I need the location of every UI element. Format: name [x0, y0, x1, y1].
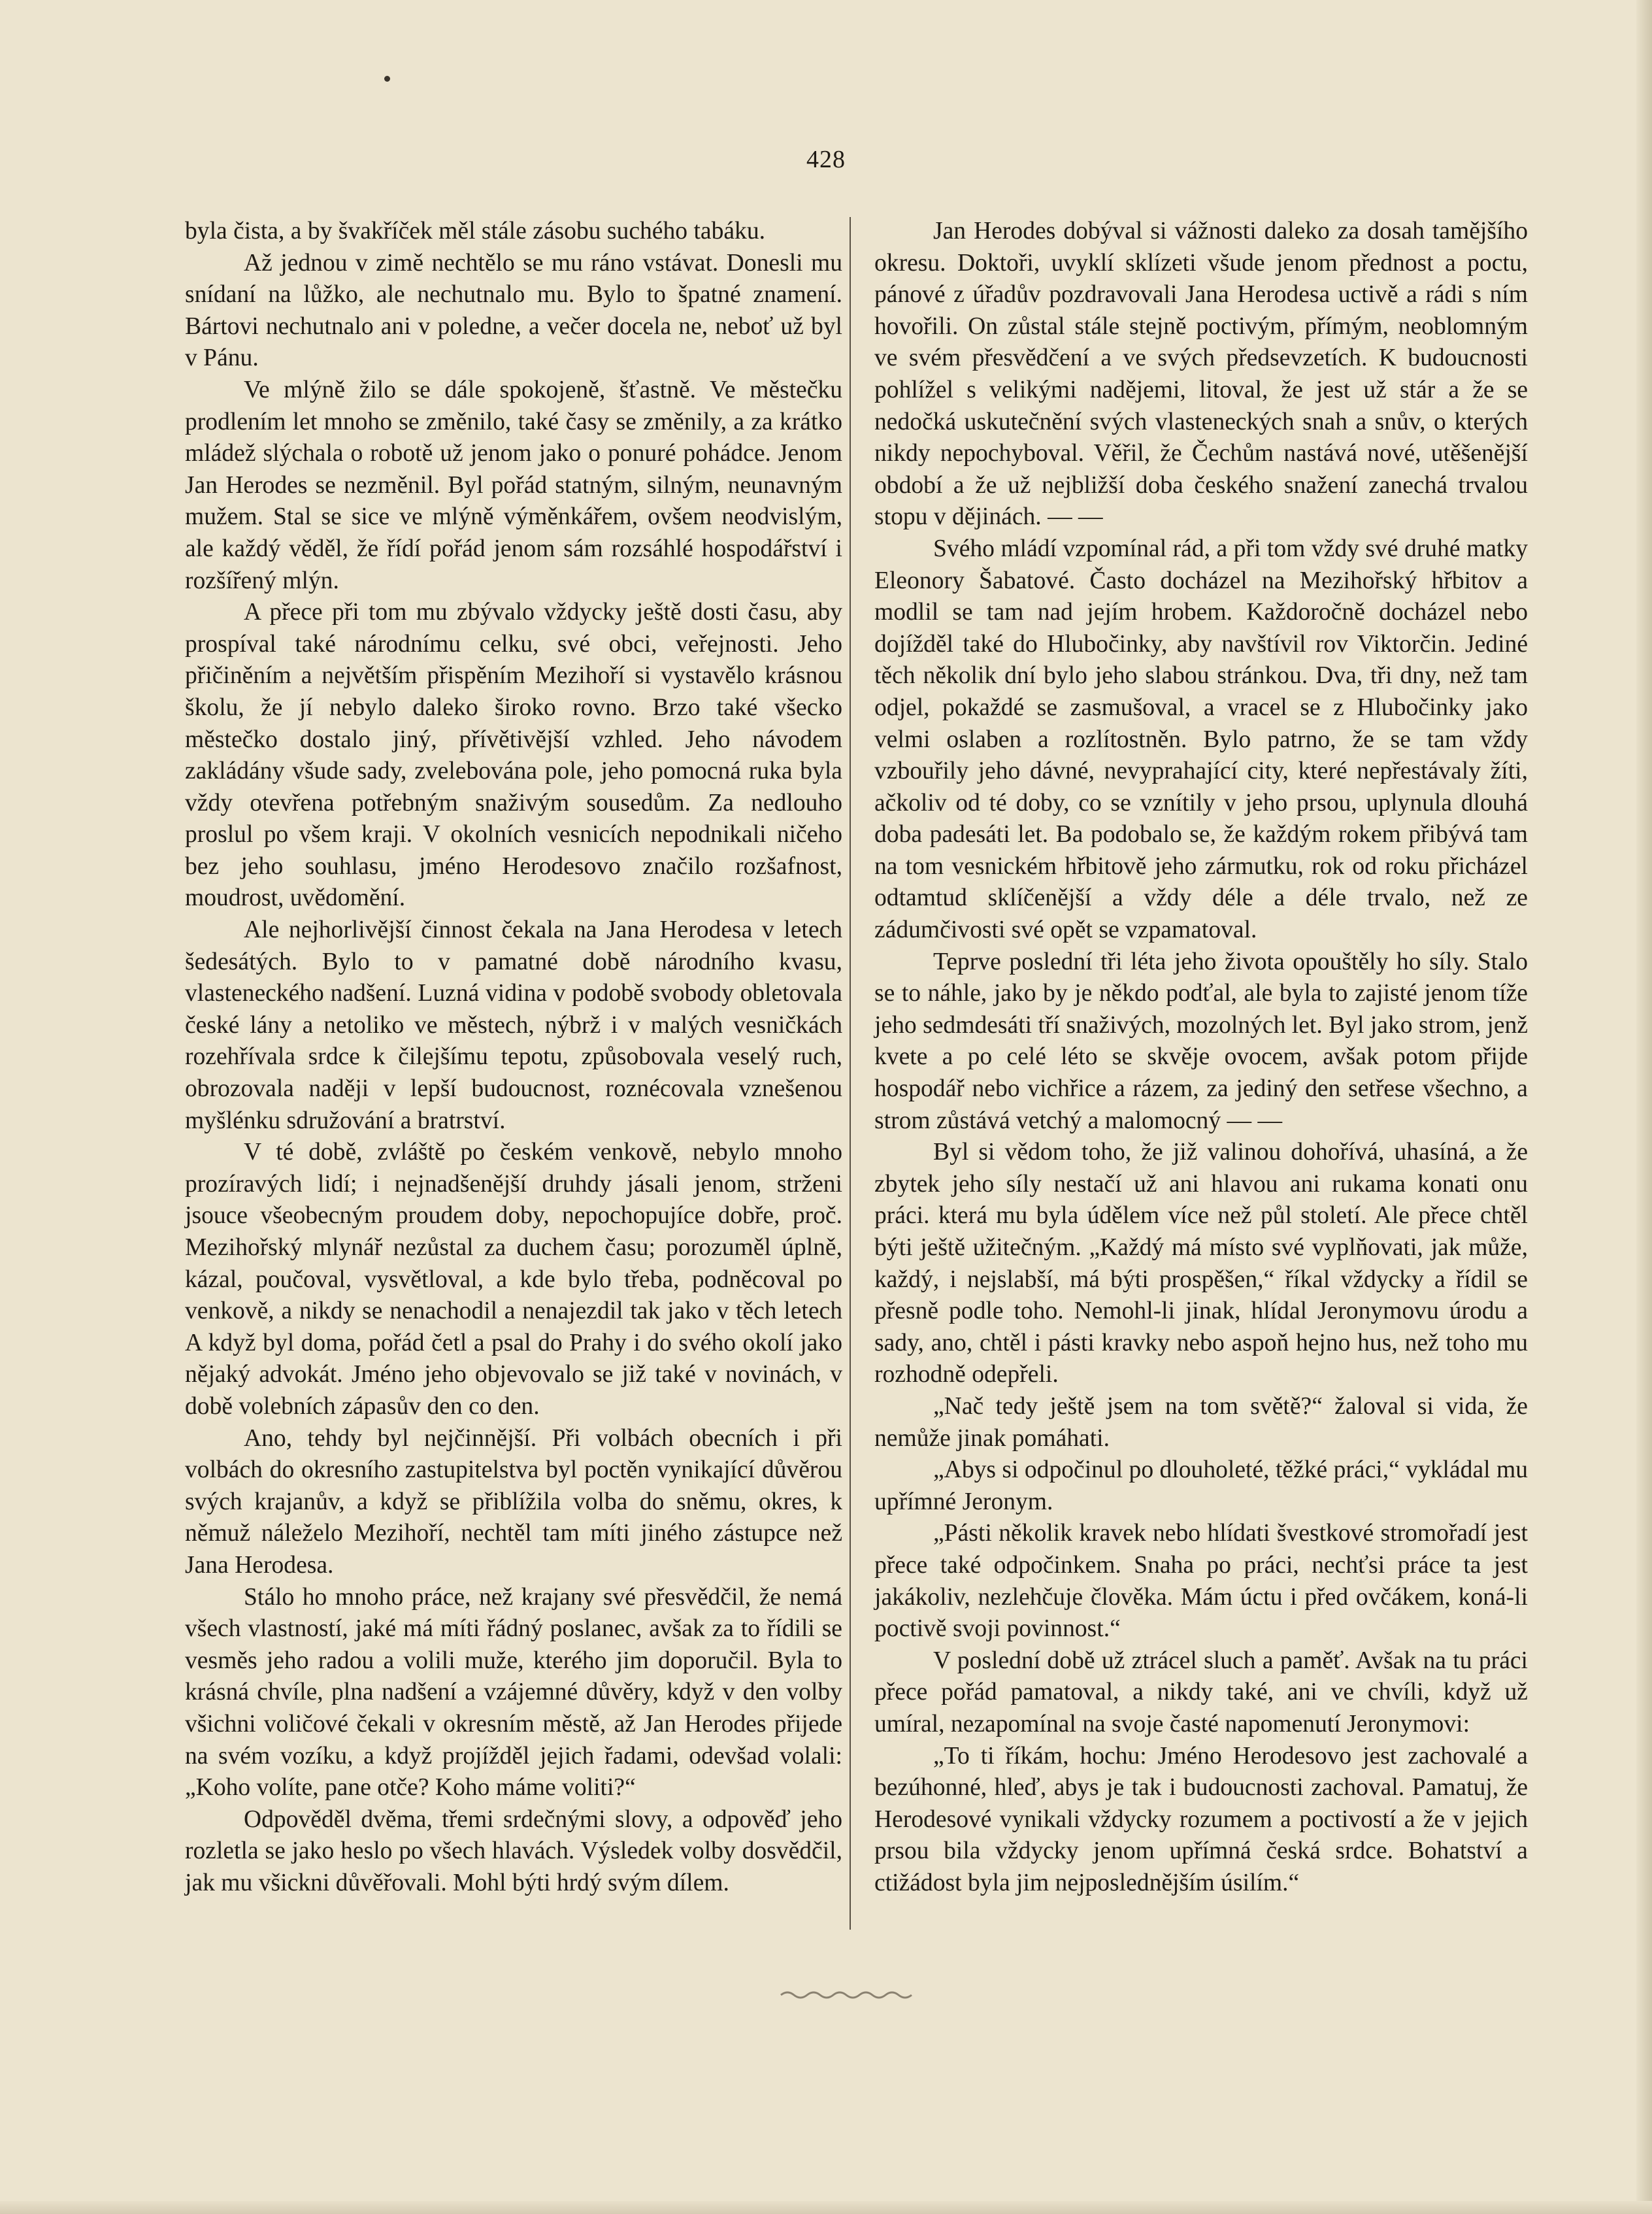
paragraph: Byl si vědom toho, že již valinou dohořívá, uhasíná, a že zbytek jeho síly nestačí už ani hlavou ani rukama konati onu práci. která mu byla údělem více než půl století. Ale přece chtěl býti ještě užitečným. „Každý má místo své vyplňovati, jak může, každý, i nejslabší, má býti prospěšen,“ říkal vždycky a řídil se přesně podle toho. Nemohl-li jinak, hlídal Jeronymovu úrodu a sady, ano, chtěl i pásti kravky nebo aspoň hejno hus, než toho mu rozhodně odepřeli.: [874, 1139, 1528, 1388]
paragraph: Odpověděl dvěma, třemi srdečnými slovy, a odpověď jeho rozletla se jako heslo po všech hlavách. Výsledek volby dosvědčil, jak mu všickni důvěřovali. Mohl býti hrdý svým dílem.: [185, 1805, 842, 1896]
paragraph: byla čista, a by švakříček měl stále zásobu suchého tabáku.: [185, 218, 766, 244]
end-ornament: [778, 1987, 921, 2000]
column-divider: [850, 217, 851, 1930]
paragraph: Ve mlýně žilo se dále spokojeně, šťastně. Ve městečku prodlením let mnoho se změnilo, také časy se změnily, a za krátko mládež slýchala o robotě už jenom jako o ponuré pohádce. Jenom Jan Herodes se nezměnil. Byl pořád statným, silným, neunavným mužem. Stal se sice ve mlýně výměnkářem, ovšem neodvislým, ale každý věděl, že řídí pořád jenom sám rozsáhlé hospodářství i rozšířený mlýn.: [185, 376, 842, 594]
paragraph: V té době, zvláště po českém venkově, nebylo mnoho prozíravých lidí; i nejnadšenější druhdy jásali jenom, strženi jsouce všeobecným proudem doby, nepochopujíce dobře, proč. Mezihořský mlynář nezůstal za duchem času; porozuměl úplně, kázal, poučoval, vysvětloval, a kde bylo třeba, podněcoval po venkově, a nikdy se nenachodil a nenajezdil tak jako v těch letech A když byl doma, pořád četl a psal do Prahy i do svého okolí jako nějaký advokát. Jméno jeho objevovalo se již také v novinách, v době volebních zápasův den co den.: [185, 1139, 842, 1420]
paragraph: „Nač tedy ještě jsem na tom světě?“ žaloval si vida, že nemůže jinak pomáhati.: [874, 1392, 1528, 1452]
paragraph: Svého mládí vzpomínal rád, a při tom vždy své druhé matky Eleonory Šabatové. Často docházel na Mezihořský hřbitov a modlil se tam nad jejím hrobem. Každoročně docházel nebo dojížděl také do Hlubočinky, aby navštívil rov Viktorčin. Jediné těch několik dní bylo jeho slabou stránkou. Dva, tři dny, než tam odjel, pokaždé se zasmušoval, a vracel se z Hlubočinky jako velmi oslaben a rozlítostněn. Bylo patrno, že se tam vždy vzbouřily jeho dávné, nevyprahající city, které nepřestávaly žíti, ačkoliv od té doby, co se vznítily v jeho prsou, uplynula dlouhá doba padesáti let. Ba podobalo se, že každým rokem přibývá tam na tom vesnickém hřbitově jeho zármutku, rok od roku přicházel odtamtud sklíčenější a vždy déle a déle trvalo, než ze zádumčivosti své opět se vzpamatoval.: [874, 535, 1528, 944]
page-edge-bottom: [0, 2201, 1652, 2214]
paragraph: Stálo ho mnoho práce, než krajany své přesvědčil, že nemá všech vlastností, jaké má míti řádný poslanec, avšak za to řídili se vesměs jeho radou a volili muže, kterého jim doporučil. Byla to krásná chvíle, plna nadšení a vzájemné důvěry, když v den volby všichni voličové čekali v okresním městě, až Jan Herodes přijede na svém vozíku, a když projížděl jejich řadami, odevšad volali: „Koho volíte, pane otče? Koho máme voliti?“: [185, 1583, 842, 1802]
page-number: 428: [806, 146, 846, 173]
paragraph: „Abys si odpočinul po dlouholeté, těžké práci,“ vykládal mu upřímné Jeronym.: [874, 1456, 1528, 1515]
paragraph: Jan Herodes dobýval si vážnosti daleko za dosah tamějšího okresu. Doktoři, uvyklí sklízeti všude jenom přednost a poctu, pánové z úřadův pozdravovali Jana Herodesa uctivě a rádi s ním hovořili. On zůstal stále stejně poctivým, přímým, neoblomným ve svém přesvědčení a ve svých předsevzetích. K budoucnosti pohlížel s velikými nadějemi, litoval, že jest už stár a že se nedočká uskutečnění svých vlasteneckých snah a snův, o kterých nikdy nepochyboval. Věřil, že Čechům nastává nové, utěšenější období a že už nejbližší doba českého snažení zanechá trvalou stopu v dějinách. — —: [874, 218, 1528, 531]
paragraph: Teprve poslední tři léta jeho života opouštěly ho síly. Stalo se to náhle, jako by je někdo podťal, ale byla to zajisté jenom tíže jeho sedmdesáti tří snaživých, mozolných let. Byl jako strom, jenž kvete a po celé léto se skvěje ovocem, avšak potom přijde hospodář nebo vichřice a rázem, za jediný den setřese všechno, a strom zůstává vetchý a malomocný — —: [874, 948, 1528, 1134]
paragraph: A přece při tom mu zbývalo vždycky ještě dosti času, aby prospíval také národnímu celku, své obci, veřejnosti. Jeho přičiněním a největším přispěním Mezihoří si vystavělo krásnou školu, že jí nebylo daleko široko rovno. Brzo také všecko městečko dostalo jiný, přívětivější vzhled. Jeho návodem zakládány všude sady, zvelebována pole, jeho pomocná ruka byla vždy otevřena potřebným snaživým sousedům. Za nedlouho proslul po všem kraji. V okolních vesnicích nepodnikali ničeho bez jeho souhlasu, jméno Herodesovo značilo rozšafnost, moudrost, uvědomění.: [185, 599, 842, 912]
right-column: [874, 216, 1528, 1899]
paragraph: Až jednou v zimě nechtělo se mu ráno vstávat. Donesli mu snídaní na lůžko, ale nechutnalo mu. Bylo to špatné znamení. Bártovi nechutnalo ani v poledne, a večer docela ne, neboť už byl v Pánu.: [185, 249, 842, 372]
paragraph: „Pásti několik kravek nebo hlídati švestkové stromořadí jest přece také odpočinkem. Snaha po práci, nechťsi práce ta jest jakákoliv, nezlehčuje člověka. Mám úctu i před ovčákem, koná-li poctivě svoji povinnost.“: [874, 1520, 1528, 1643]
paragraph: V poslední době už ztrácel sluch a paměť. Avšak na tu práci přece pořád pamatoval, a nikdy také, ani ve chvíli, když už umíral, nezapomínal na svoje časté napomenutí Jeronymovi:: [874, 1647, 1528, 1737]
ink-dot: [384, 76, 390, 82]
left-column: [185, 216, 842, 1899]
paragraph: Ano, tehdy byl nejčinnější. Při volbách obecních i při volbách do okresního zastupitelstva byl poctěn vynikající důvěrou svých krajanův, a když se přiblížila volba do sněmu, okres, k němuž náleželo Mezihoří, nechtěl tam míti jiného zástupce než Jana Herodesa.: [185, 1424, 842, 1579]
paragraph: „To ti říkám, hochu: Jméno Herodesovo jest zachovalé a bezúhonné, hleď, abys je tak i budoucnosti zachoval. Pamatuj, že Herodesové vynikali vždycky rozumem a poctivostí a že v jejich prsou bila vždycky jenom upřímná česká srdce. Bohatství a ctižádost byla jim nejposlednějším úsilím.“: [874, 1742, 1528, 1896]
page-edge-right: [1636, 0, 1652, 2214]
paragraph: Ale nejhorlivější činnost čekala na Jana Herodesa v letech šedesátých. Bylo to v pamatné době národního kvasu, vlasteneckého nadšení. Luzná vidina v podobě svobody obletovala české lány a netoliko ve městech, nýbrž i v malých vesničkách rozehřívala srdce k čilejšímu tepotu, způsobovala veselý ruch, obrozovala naději v lepší budoucnost, roznécovala vznešenou myšlénku sdružování a bratrství.: [185, 916, 842, 1134]
